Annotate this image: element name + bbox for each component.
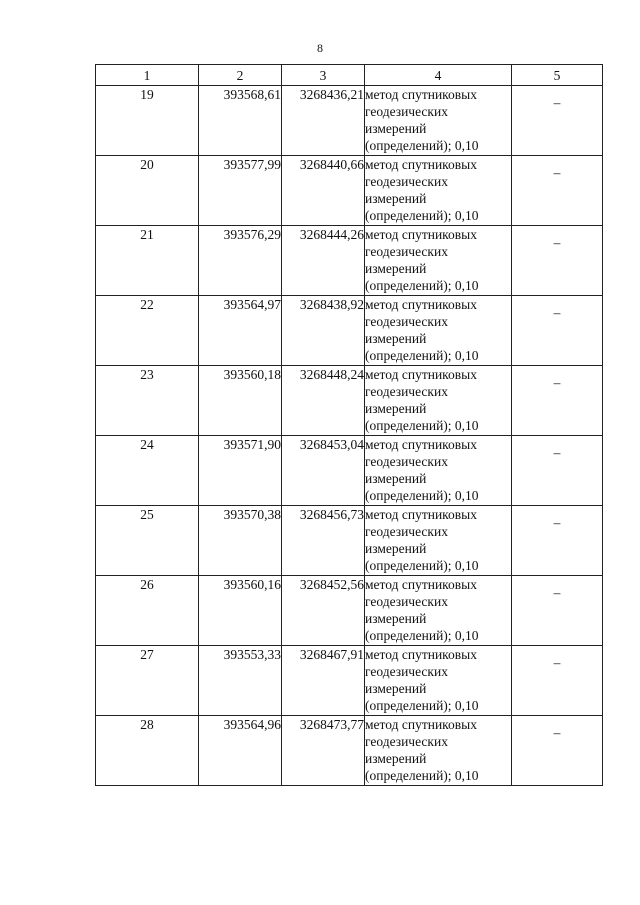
method-line: измерений	[365, 751, 427, 766]
y-coordinate-cell: 3268473,77	[282, 716, 365, 786]
method-line: (определений); 0,10	[365, 138, 479, 153]
method-line: геодезических	[365, 454, 448, 469]
method-line: измерений	[365, 681, 427, 696]
method-line: (определений); 0,10	[365, 208, 479, 223]
column-header: 3	[282, 65, 365, 86]
note-value: –	[553, 375, 561, 390]
method-line: метод спутниковых	[365, 507, 477, 522]
point-number-cell: 27	[96, 646, 199, 716]
x-coordinate-cell: 393576,29	[199, 226, 282, 296]
x-coordinate-cell: 393577,99	[199, 156, 282, 226]
point-number-cell: 21	[96, 226, 199, 296]
column-header: 1	[96, 65, 199, 86]
table-row	[96, 436, 603, 506]
note-cell	[512, 156, 603, 226]
column-header: 2	[199, 65, 282, 86]
note-cell	[512, 296, 603, 366]
y-coordinate-cell: 3268440,66	[282, 156, 365, 226]
point-number-cell: 20	[96, 156, 199, 226]
method-line: (определений); 0,10	[365, 768, 479, 783]
note-cell	[512, 506, 603, 576]
y-coordinate-cell: 3268453,04	[282, 436, 365, 506]
table-header-row	[96, 65, 603, 86]
x-coordinate-cell: 393568,61	[199, 86, 282, 156]
point-number-cell: 22	[96, 296, 199, 366]
method-line: (определений); 0,10	[365, 418, 479, 433]
method-line: геодезических	[365, 384, 448, 399]
point-number-cell: 25	[96, 506, 199, 576]
method-cell	[365, 506, 512, 576]
method-line: измерений	[365, 471, 427, 486]
method-line: измерений	[365, 191, 427, 206]
method-line: метод спутниковых	[365, 87, 477, 102]
method-line: метод спутниковых	[365, 717, 477, 732]
point-number-cell: 23	[96, 366, 199, 436]
method-cell	[365, 296, 512, 366]
note-value: –	[553, 655, 561, 670]
note-cell	[512, 436, 603, 506]
method-line: измерений	[365, 331, 427, 346]
method-line: метод спутниковых	[365, 157, 477, 172]
method-line: геодезических	[365, 314, 448, 329]
method-line: метод спутниковых	[365, 437, 477, 452]
coordinates-table	[95, 64, 603, 786]
method-cell	[365, 86, 512, 156]
x-coordinate-cell: 393560,16	[199, 576, 282, 646]
table-row	[96, 226, 603, 296]
table-row	[96, 506, 603, 576]
method-line: метод спутниковых	[365, 297, 477, 312]
method-line: измерений	[365, 261, 427, 276]
method-cell	[365, 436, 512, 506]
y-coordinate-cell: 3268444,26	[282, 226, 365, 296]
table-row	[96, 86, 603, 156]
table-row	[96, 716, 603, 786]
method-line: метод спутниковых	[365, 577, 477, 592]
method-line: геодезических	[365, 524, 448, 539]
x-coordinate-cell: 393564,97	[199, 296, 282, 366]
method-line: геодезических	[365, 244, 448, 259]
point-number-cell: 28	[96, 716, 199, 786]
method-line: (определений); 0,10	[365, 558, 479, 573]
y-coordinate-cell: 3268438,92	[282, 296, 365, 366]
note-value: –	[553, 95, 561, 110]
note-value: –	[553, 305, 561, 320]
method-line: геодезических	[365, 174, 448, 189]
note-value: –	[553, 725, 561, 740]
method-line: (определений); 0,10	[365, 488, 479, 503]
method-line: (определений); 0,10	[365, 348, 479, 363]
method-line: метод спутниковых	[365, 367, 477, 382]
page-number: 8	[317, 41, 323, 55]
note-value: –	[553, 445, 561, 460]
note-value: –	[553, 235, 561, 250]
method-line: измерений	[365, 401, 427, 416]
method-line: измерений	[365, 611, 427, 626]
point-number-cell: 24	[96, 436, 199, 506]
method-line: геодезических	[365, 664, 448, 679]
method-line: геодезических	[365, 734, 448, 749]
x-coordinate-cell: 393564,96	[199, 716, 282, 786]
method-line: измерений	[365, 121, 427, 136]
method-line: (определений); 0,10	[365, 698, 479, 713]
method-line: измерений	[365, 541, 427, 556]
method-line: геодезических	[365, 104, 448, 119]
y-coordinate-cell: 3268456,73	[282, 506, 365, 576]
method-line: (определений); 0,10	[365, 628, 479, 643]
method-cell	[365, 226, 512, 296]
table-row	[96, 156, 603, 226]
x-coordinate-cell: 393560,18	[199, 366, 282, 436]
method-line: геодезических	[365, 594, 448, 609]
method-cell	[365, 646, 512, 716]
method-line: метод спутниковых	[365, 647, 477, 662]
table-body	[96, 86, 603, 786]
column-header: 4	[365, 65, 512, 86]
y-coordinate-cell: 3268436,21	[282, 86, 365, 156]
y-coordinate-cell: 3268448,24	[282, 366, 365, 436]
table-row	[96, 296, 603, 366]
note-cell	[512, 226, 603, 296]
note-value: –	[553, 515, 561, 530]
note-value: –	[553, 585, 561, 600]
x-coordinate-cell: 393553,33	[199, 646, 282, 716]
x-coordinate-cell: 393570,38	[199, 506, 282, 576]
y-coordinate-cell: 3268452,56	[282, 576, 365, 646]
note-cell	[512, 86, 603, 156]
method-cell	[365, 576, 512, 646]
method-cell	[365, 716, 512, 786]
method-cell	[365, 366, 512, 436]
note-cell	[512, 646, 603, 716]
table-row	[96, 576, 603, 646]
note-value: –	[553, 165, 561, 180]
method-line: метод спутниковых	[365, 227, 477, 242]
method-cell	[365, 156, 512, 226]
point-number-cell: 26	[96, 576, 199, 646]
table-row	[96, 646, 603, 716]
note-cell	[512, 576, 603, 646]
point-number-cell: 19	[96, 86, 199, 156]
method-line: (определений); 0,10	[365, 278, 479, 293]
column-header: 5	[512, 65, 603, 86]
note-cell	[512, 366, 603, 436]
table-row	[96, 366, 603, 436]
x-coordinate-cell: 393571,90	[199, 436, 282, 506]
note-cell	[512, 716, 603, 786]
y-coordinate-cell: 3268467,91	[282, 646, 365, 716]
